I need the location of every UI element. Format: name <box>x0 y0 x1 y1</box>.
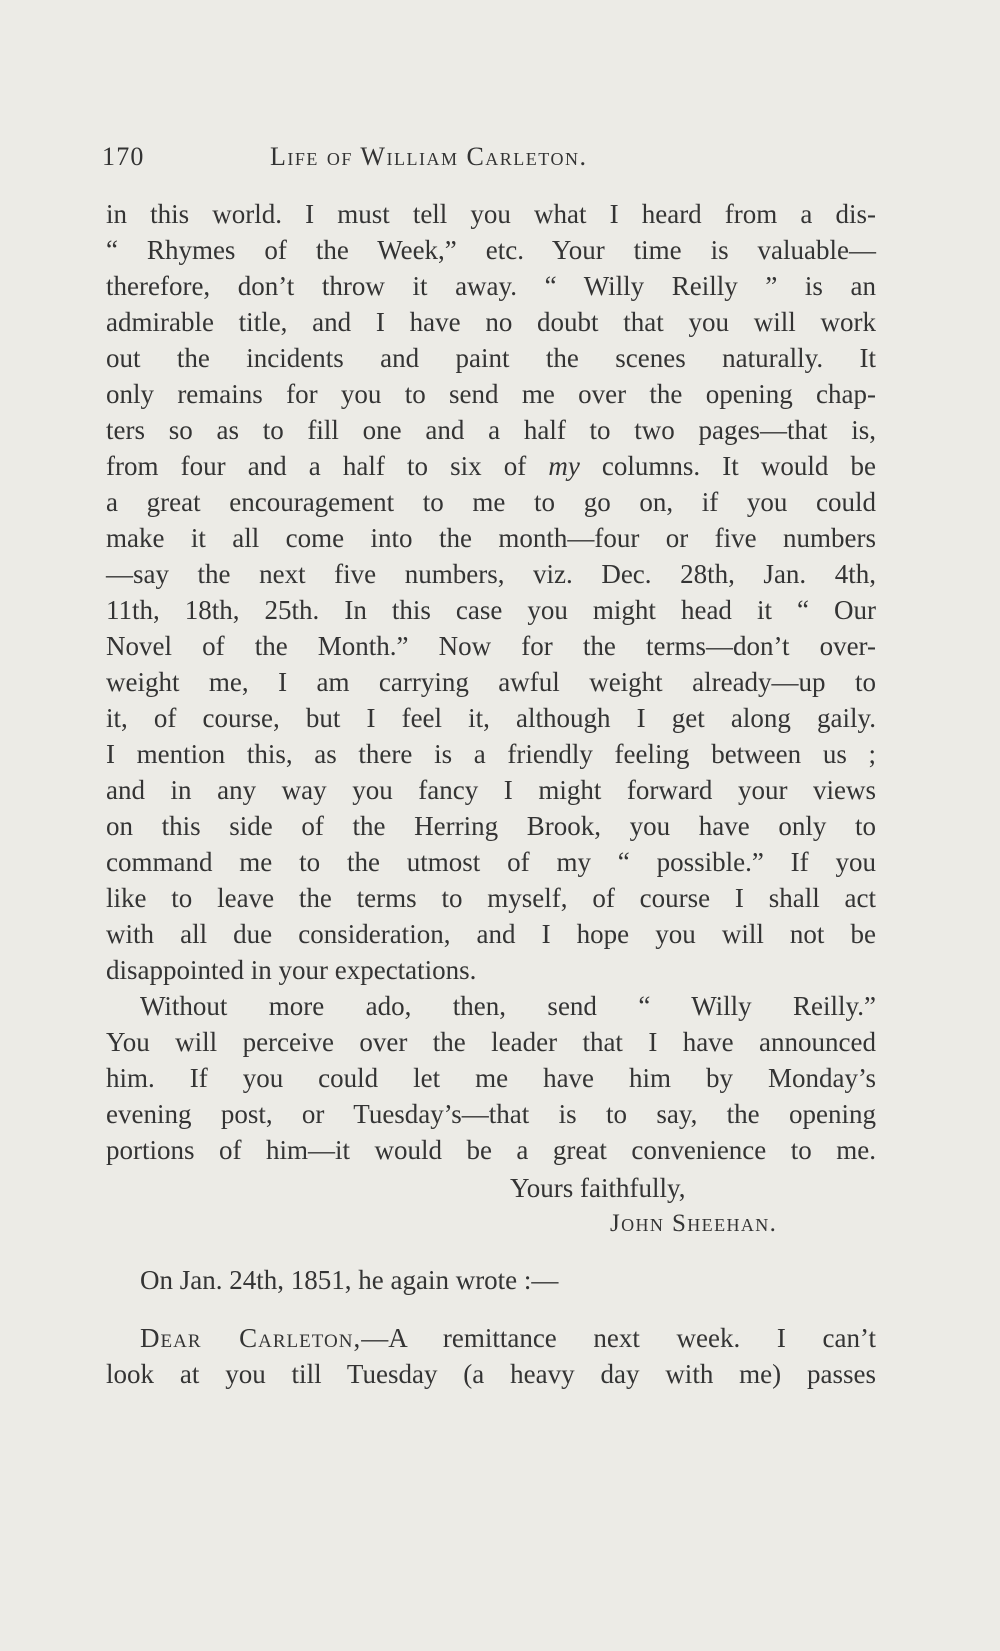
text-line: portions of him—it would be a great convenience to me. <box>106 1135 876 1165</box>
text-line: therefore, don’t throw it away. “ Willy Reilly ” is an <box>106 271 876 301</box>
text-line: evening post, or Tuesday’s—that is to say, the opening <box>106 1099 876 1129</box>
text-line-end: —A remittance next week. I can’t <box>361 1323 877 1353</box>
narrative-line: On Jan. 24th, 1851, he again wrote :— <box>140 1265 559 1295</box>
italic-word: my <box>548 451 580 481</box>
text-line: on this side of the Herring Brook, you have only to <box>106 811 876 841</box>
text-line: out the incidents and paint the scenes naturally. It <box>106 343 876 373</box>
letter-2-line-2: look at you till Tuesday (a heavy day with me) passes <box>106 1359 876 1389</box>
page-number: 170 <box>102 142 145 171</box>
text-line: 11th, 18th, 25th. In this case you might head it “ Our <box>106 595 876 625</box>
text-line: weight me, I am carrying awful weight already—up to <box>106 667 876 697</box>
text-line: with all due consideration, and I hope you will not be <box>106 919 876 949</box>
text-line: and in any way you fancy I might forward your views <box>106 775 876 805</box>
text-line: it, of course, but I feel it, although I get along gaily. <box>106 703 876 733</box>
text-line: command me to the utmost of my “ possible.” If you <box>106 847 876 877</box>
text-line: —say the next five numbers, viz. Dec. 28th, Jan. 4th, <box>106 559 876 589</box>
text-line: only remains for you to send me over the opening chap- <box>106 379 876 409</box>
page-header <box>102 142 802 182</box>
letter-salutation: Dear Carleton, <box>140 1323 362 1353</box>
text-line: in this world. I must tell you what I heard from a dis- <box>106 199 876 229</box>
text-line: Without more ado, then, send “ Willy Reilly.” <box>140 991 876 1021</box>
text-line: make it all come into the month—four or five numbers <box>106 523 876 553</box>
text-line: admirable title, and I have no doubt that you will work <box>106 307 876 337</box>
letter-signature: John Sheehan. <box>610 1210 778 1237</box>
text-line: “ Rhymes of the Week,” etc. Your time is valuable— <box>106 235 876 265</box>
text-line: like to leave the terms to myself, of course I shall act <box>106 883 876 913</box>
text-line-start: from four and a half to six of <box>106 451 549 481</box>
text-line: a great encouragement to me to go on, if you could <box>106 487 876 517</box>
letter-2-line-1 <box>140 1320 876 1358</box>
text-line: him. If you could let me have him by Monday’s <box>106 1063 876 1093</box>
text-line: You will perceive over the leader that I have announced <box>106 1027 876 1057</box>
text-line: Novel of the Month.” Now for the terms—don’t over- <box>106 631 876 661</box>
running-title: Life of William Carleton. <box>270 142 588 171</box>
text-line-end: columns. It would be <box>579 451 876 481</box>
text-line: ters so as to fill one and a half to two pages—that is, <box>106 415 876 445</box>
text-line: disappointed in your expectations. <box>106 955 477 985</box>
letter-closing: Yours faithfully, <box>510 1173 686 1203</box>
text-line: I mention this, as there is a friendly feeling between us ; <box>106 739 876 769</box>
text-line <box>106 448 876 486</box>
